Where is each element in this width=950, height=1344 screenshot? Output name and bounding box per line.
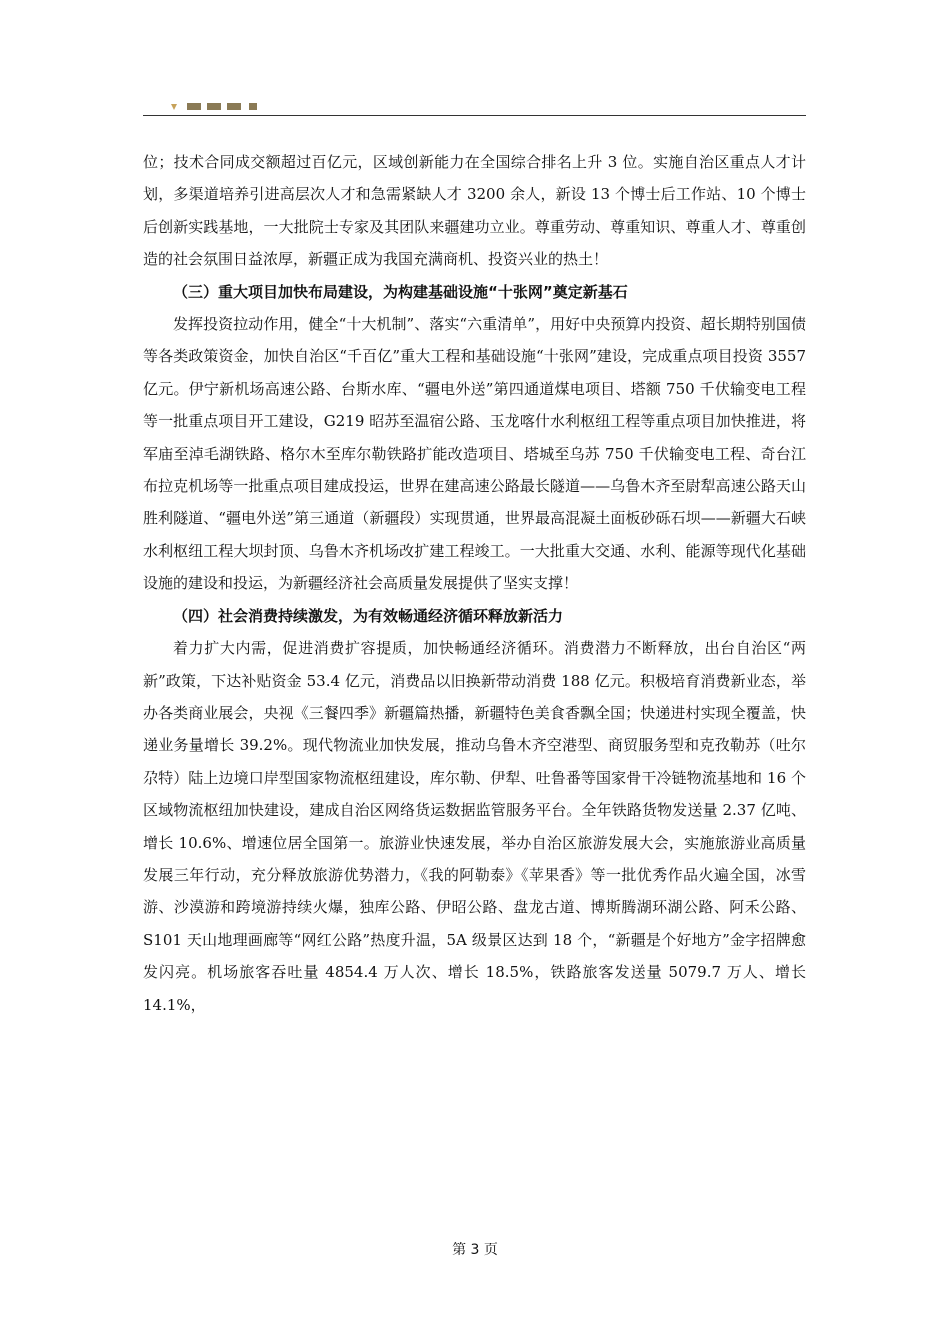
- section-heading-4: （四）社会消费持续激发，为有效畅通经济循环释放新活力: [173, 606, 564, 625]
- body-paragraph: 位；技术合同成交额超过百亿元，区域创新能力在全国综合排名上升 3 位。实施自治区重点人才计划，多渠道培养引进高层次人才和急需紧缺人才 3200 余人，新设 13 个博士后工作站、10 个博士后创新实践基地，一大批院士专家及其团队来疆建功立业。尊重劳动、尊重知识、尊重人才、尊重创造的社会氛围日益浓厚，新疆正成为我国充满商机、投资兴业的热土！: [143, 153, 806, 269]
- document-body: [143, 146, 806, 1021]
- page-number: 第 3 页: [452, 1242, 498, 1258]
- logo-mark-icon: [157, 92, 277, 110]
- body-paragraph: 着力扩大内需，促进消费扩容提质，加快畅通经济循环。消费潜力不断释放，出台自治区“两新”政策，下达补贴资金 53.4 亿元，消费品以旧换新带动消费 188 亿元。积极培育消费新业态，举办各类商业展会，央视《三餐四季》新疆篇热播，新疆特色美食香飘全国；快递进村实现全覆盖，快递业务量增长 39.2%。现代物流业加快发展，推动乌鲁木齐空港型、商贸服务型和克孜勒苏（吐尔尕特）陆上边境口岸型国家物流枢纽建设，库尔勒、伊犁、吐鲁番等国家骨干冷链物流基地和 16 个区域物流枢纽加快建设，建成自治区网络货运数据监管服务平台。全年铁路货物发送量 2.37 亿吨、增长 10.6%、增速位居全国第一。旅游业快速发展，举办自治区旅游发展大会，实施旅游业高质量发展三年行动，充分释放旅游优势潜力，《我的阿勒泰》《苹果香》等一批优秀作品火遍全国，冰雪游、沙漠游和跨境游持续火爆，独库公路、伊昭公路、盘龙古道、博斯腾湖环湖公路、阿禾公路、S101 天山地理画廊等“网红公路”热度升温，5A 级景区达到 18 个，“新疆是个好地方”金字招牌愈发闪亮。机场旅客吞吐量 4854.4 万人次、增长 18.5%，铁路旅客发送量 5079.7 万人、增长 14.1%，: [143, 639, 806, 1014]
- body-paragraph: 发挥投资拉动作用，健全“十大机制”、落实“六重清单”，用好中央预算内投资、超长期特别国债等各类政策资金，加快自治区“千百亿”重大工程和基础设施“十张网”建设，完成重点项目投资 3557 亿元。伊宁新机场高速公路、台斯水库、“疆电外送”第四通道煤电项目、塔额 750 千伏输变电工程等一批重点项目开工建设，G219 昭苏至温宿公路、玉龙喀什水利枢纽工程等重点项目加快推进，将军庙至淖毛湖铁路、格尔木至库尔勒铁路扩能改造项目、塔城至乌苏 750 千伏输变电工程、奇台江布拉克机场等一批重点项目建成投运，世界在建高速公路最长隧道——乌鲁木齐至尉犁高速公路天山胜利隧道、“疆电外送”第三通道（新疆段）实现贯通，世界最高混凝土面板砂砾石坝——新疆大石峡水利枢纽工程大坝封顶、乌鲁木齐机场改扩建工程竣工。一大批重大交通、水利、能源等现代化基础设施的建设和投运，为新疆经济社会高质量发展提供了坚实支撑！: [143, 315, 806, 593]
- header-divider: [143, 115, 806, 116]
- page-header: [143, 88, 806, 118]
- header-logo: [157, 92, 277, 110]
- section-heading-3: （三）重大项目加快布局建设，为构建基础设施“十张网”奠定新基石: [173, 282, 628, 301]
